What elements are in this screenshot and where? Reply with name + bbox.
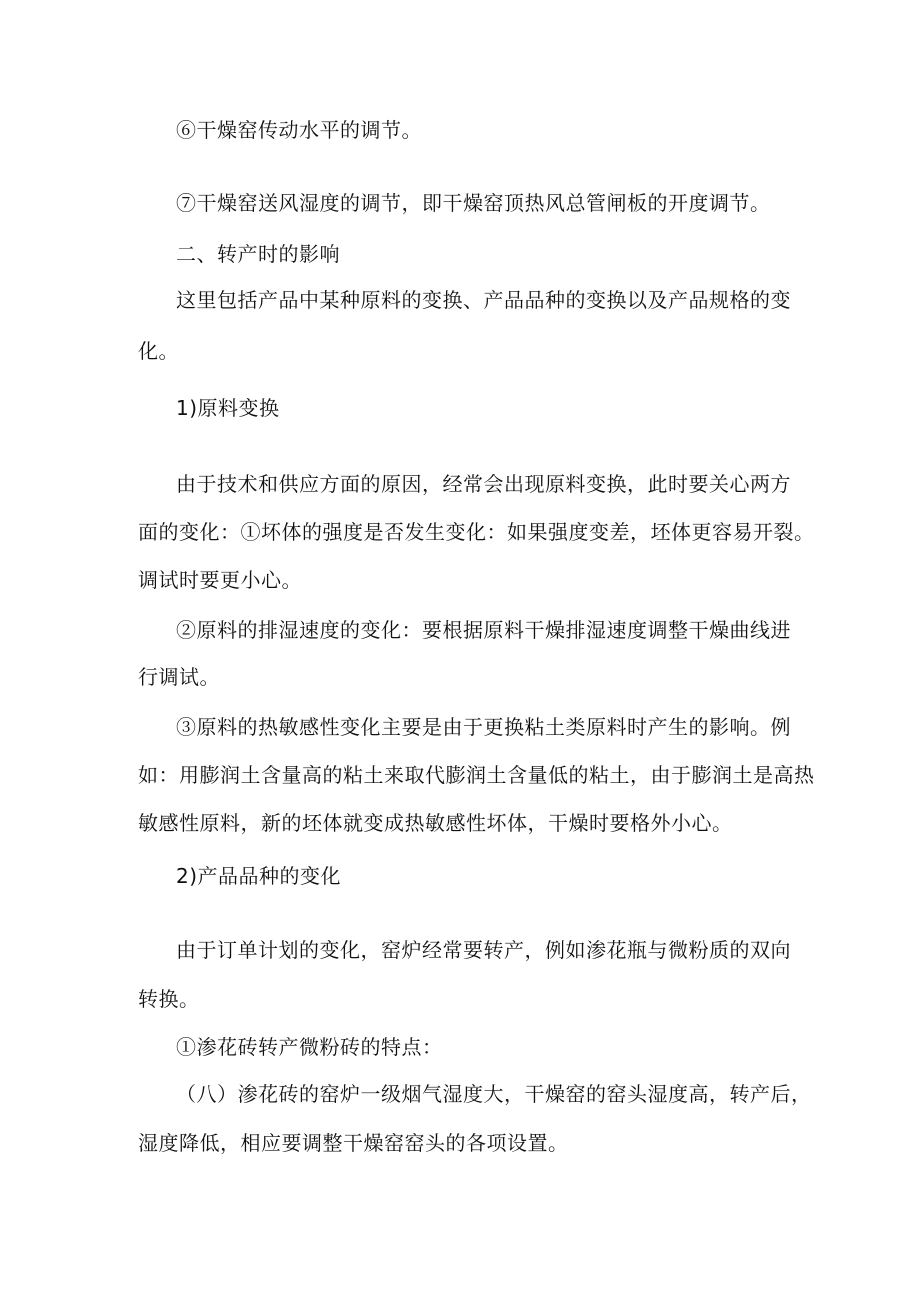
paragraph-line: ⑥干燥窑传动水平的调节。 xyxy=(176,118,422,142)
paragraph-line: 由于技术和供应方面的原因，经常会出现原料变换，此时要关心两方 xyxy=(176,472,791,496)
paragraph-line: ①渗花砖转产微粉砖的特点： xyxy=(176,1035,443,1059)
section-heading: 二、转产时的影响 xyxy=(176,242,340,266)
paragraph-line: 转换。 xyxy=(138,987,200,1011)
paragraph-line: 行调试。 xyxy=(138,665,220,689)
paragraph-line: 调试时要更小心。 xyxy=(138,568,302,592)
paragraph-line: （八）渗花砖的窑炉一级烟气湿度大，干燥窑的窑头湿度高，转产后， xyxy=(176,1082,812,1106)
subsection-heading: 1)原料变换 xyxy=(176,396,280,420)
paragraph-line: 化。 xyxy=(138,339,179,363)
paragraph-line: 面的变化：①坏体的强度是否发生变化：如果强度变差，坯体更容易开裂。 xyxy=(138,520,815,544)
subsection-heading: 2)产品品种的变化 xyxy=(176,864,342,888)
paragraph-line: 湿度降低，相应要调整干燥窑窑头的各项设置。 xyxy=(138,1131,569,1155)
paragraph-line: ②原料的排湿速度的变化：要根据原料干燥排湿速度调整干燥曲线进 xyxy=(176,618,791,642)
paragraph-line: 如：用膨润土含量高的粘土来取代膨润土含量低的粘土，由于膨润土是高热 xyxy=(138,763,815,787)
paragraph-line: 由于订单计划的变化，窑炉经常要转产，例如渗花瓶与微粉质的双向 xyxy=(176,938,791,962)
paragraph-line: ⑦干燥窑送风湿度的调节，即干燥窑顶热风总管闸板的开度调节。 xyxy=(176,191,771,215)
paragraph-line: ③原料的热敏感性变化主要是由于更换粘土类原料时产生的影响。例 xyxy=(176,715,791,739)
paragraph-line: 这里包括产品中某种原料的变换、产品品种的变换以及产品规格的变 xyxy=(176,288,791,312)
paragraph-line: 敏感性原料，新的坯体就变成热敏感性坏体，干燥时要格外小心。 xyxy=(138,811,733,835)
